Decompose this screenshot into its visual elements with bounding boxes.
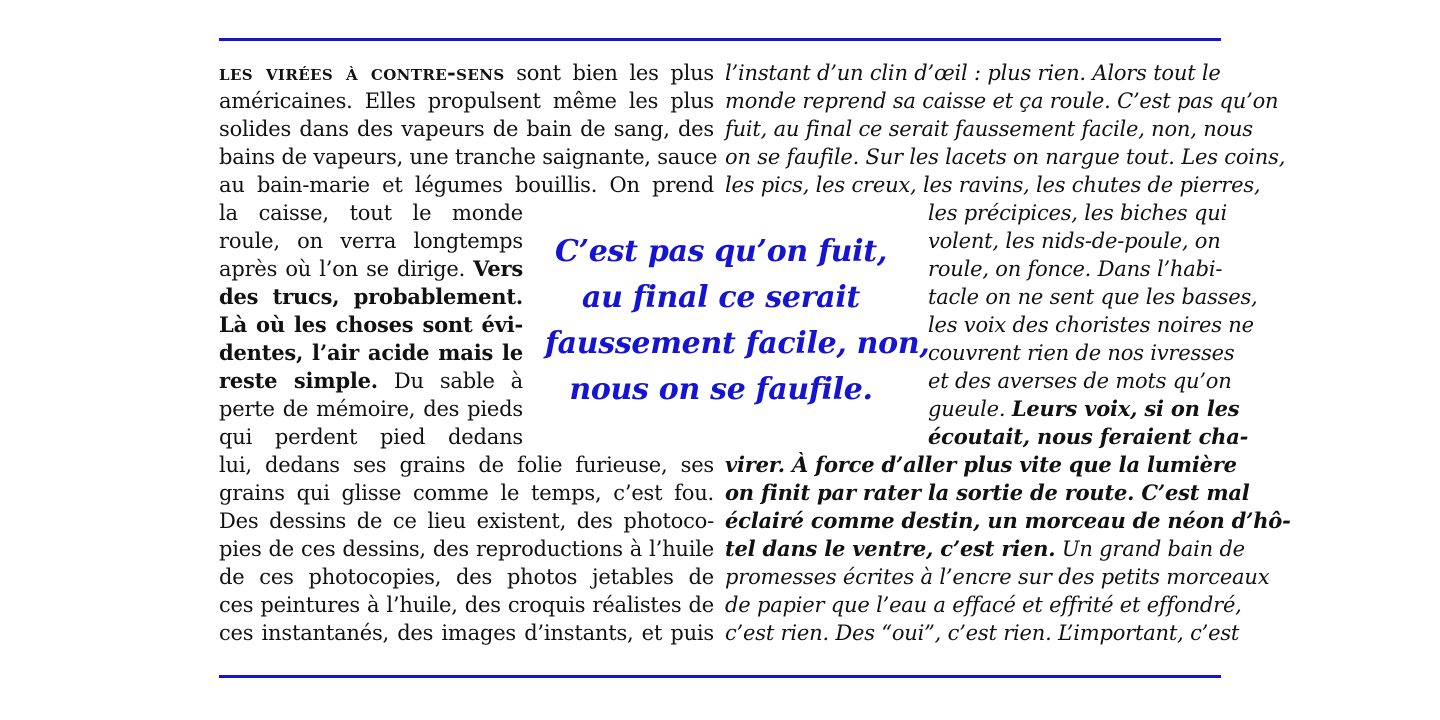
left-column-text-run: bains de vapeurs, une tranche saignante, sauce <box>219 145 718 169</box>
left-column-text-run: américaines. Elles propulsent même les plus <box>219 89 714 113</box>
left-column-line <box>219 171 714 199</box>
left-column-text-run: ces peintures à l’huile, des croquis réalistes de <box>219 593 714 617</box>
right-column-text-run: de papier que l’eau a effacé et effrité et effondré, <box>725 593 1242 617</box>
right-column-line <box>928 367 1232 395</box>
left-column-text-run: ces instantanés, des images d’instants, et puis <box>219 621 714 645</box>
right-column-text-run: les précipices, les biches qui <box>928 201 1228 225</box>
right-column-text-run: virer. À force d’aller plus vite que la lumière <box>725 452 1237 477</box>
left-column-text-run: des trucs, probablement. <box>219 284 523 309</box>
right-column-line <box>725 59 1220 87</box>
left-column-line <box>219 199 523 227</box>
left-column-line <box>219 283 523 311</box>
left-column-text-run: au bain-marie et légumes bouillis. On prend <box>219 173 714 197</box>
right-column-text-run: éclairé comme destin, un morceau de néon d’hô- <box>725 508 1291 533</box>
right-column-text-run: tacle on ne sent que les basses, <box>928 285 1258 309</box>
left-column-line <box>219 87 714 115</box>
right-column-line <box>725 563 1270 591</box>
left-column-line <box>219 227 523 255</box>
left-column-line <box>219 507 714 535</box>
right-column-text-run: tel dans le ventre, c’est rien. <box>725 536 1056 561</box>
right-column-line <box>725 87 1279 115</box>
left-column-text-run: pies de ces dessins, des reproductions à l’huile <box>219 537 714 561</box>
right-column-text-run: couvrent rien de nos ivresses <box>928 341 1235 365</box>
right-column-line <box>928 395 1240 423</box>
right-column-line <box>725 451 1237 479</box>
left-column-line <box>219 479 714 507</box>
right-column-line <box>725 143 1286 171</box>
left-column-text-run: dentes, l’air acide mais le <box>219 340 523 365</box>
pull-quote <box>545 229 930 413</box>
left-column-line <box>219 563 714 591</box>
right-column-text-run: on se faufile. Sur les lacets on nargue tout. Les coins, <box>725 145 1286 169</box>
right-column-line <box>928 227 1220 255</box>
right-column-text-run: promesses écrites à l’encre sur des petits morceaux <box>725 565 1270 589</box>
bottom-rule <box>219 675 1221 678</box>
left-column-line <box>219 423 523 451</box>
right-column-text-run: c’est rien. Des “oui”, c’est rien. L’important, c’est <box>725 621 1240 645</box>
left-column-text-run: Du sable à <box>377 369 524 393</box>
right-column-text-run: roule, on fonce. Dans l’habi- <box>928 257 1223 281</box>
left-column-line <box>219 451 714 479</box>
right-column-line <box>725 619 1240 647</box>
right-column-text-run: les voix des choristes noires ne <box>928 313 1254 337</box>
left-column-line <box>219 339 523 367</box>
left-column-text-run: les virées à contre-sens <box>219 60 505 85</box>
right-column-line <box>725 591 1242 619</box>
right-column-line <box>725 507 1291 535</box>
right-column-line <box>725 171 1261 199</box>
left-column-line <box>219 395 523 423</box>
left-column-line <box>219 59 714 87</box>
left-column-line <box>219 255 523 283</box>
right-column-text-run: gueule. <box>928 397 1012 421</box>
right-column-text-run: volent, les nids-de-poule, on <box>928 229 1221 253</box>
left-column-text-run: après où l’on se dirige. <box>219 257 474 281</box>
right-column-text-run: fuit, au final ce serait faussement facile, non, nous <box>725 117 1253 141</box>
left-column-line <box>219 591 714 619</box>
right-column-text-run: l’instant d’un clin d’œil : plus rien. Alors tout le <box>725 61 1221 85</box>
right-column-line <box>928 199 1228 227</box>
right-column-text-run: on finit par rater la sortie de route. C’est mal <box>725 480 1250 505</box>
left-column-line <box>219 619 714 647</box>
left-column-line <box>219 311 523 339</box>
left-column-text-run: Là où les choses sont évi- <box>219 312 523 337</box>
left-column-text-run: solides dans des vapeurs de bain de sang, des <box>219 117 714 141</box>
right-column-line <box>725 535 1245 563</box>
left-column-text-run: sont bien les plus <box>504 61 715 85</box>
right-column-text-run: les pics, les creux, les ravins, les chutes de pierres, <box>725 173 1261 197</box>
right-column-text-run: et des averses de mots qu’on <box>928 369 1232 393</box>
right-column-text-run: monde reprend sa caisse et ça roule. C’est pas qu’on <box>725 89 1279 113</box>
right-column-line <box>928 423 1249 451</box>
left-column-text-run: Des dessins de ce lieu existent, des photoco- <box>219 509 714 533</box>
left-column-text-run: lui, dedans ses grains de folie furieuse, ses <box>219 453 714 477</box>
right-column-line <box>928 339 1235 367</box>
left-column-text-run: reste simple. <box>219 368 378 393</box>
left-column-line <box>219 143 718 171</box>
left-column-line <box>219 535 714 563</box>
left-column-text-run: la caisse, tout le monde <box>219 201 523 225</box>
right-column-text-run: écoutait, nous feraient cha- <box>928 424 1249 449</box>
pull-quote-line: C’est pas qu’on fuit, <box>555 234 887 269</box>
top-rule <box>219 38 1221 41</box>
right-column-line <box>928 255 1223 283</box>
right-column-text-run: Leurs voix, si on les <box>1011 396 1240 421</box>
left-column-text-run: perte de mémoire, des pieds <box>219 397 523 421</box>
right-column-line <box>928 311 1254 339</box>
left-column-text-run: roule, on verra longtemps <box>219 229 523 253</box>
left-column-text-run: de ces photocopies, des photos jetables de <box>219 565 714 589</box>
right-column-line <box>928 283 1258 311</box>
left-column-text-run: Vers <box>473 256 523 281</box>
left-column-line <box>219 115 714 143</box>
right-column-line <box>725 115 1253 143</box>
left-column-line <box>219 367 523 395</box>
left-column-text-run: grains qui glisse comme le temps, c’est fou. <box>219 481 714 505</box>
left-column-text-run: qui perdent pied dedans <box>219 425 523 449</box>
pull-quote-line: faussement facile, non, <box>545 326 930 361</box>
right-column-line <box>725 479 1250 507</box>
pull-quote-line: nous on se faufile. <box>569 372 873 407</box>
pull-quote-line: au final ce serait <box>582 280 860 315</box>
right-column-text-run: Un grand bain de <box>1055 537 1245 561</box>
